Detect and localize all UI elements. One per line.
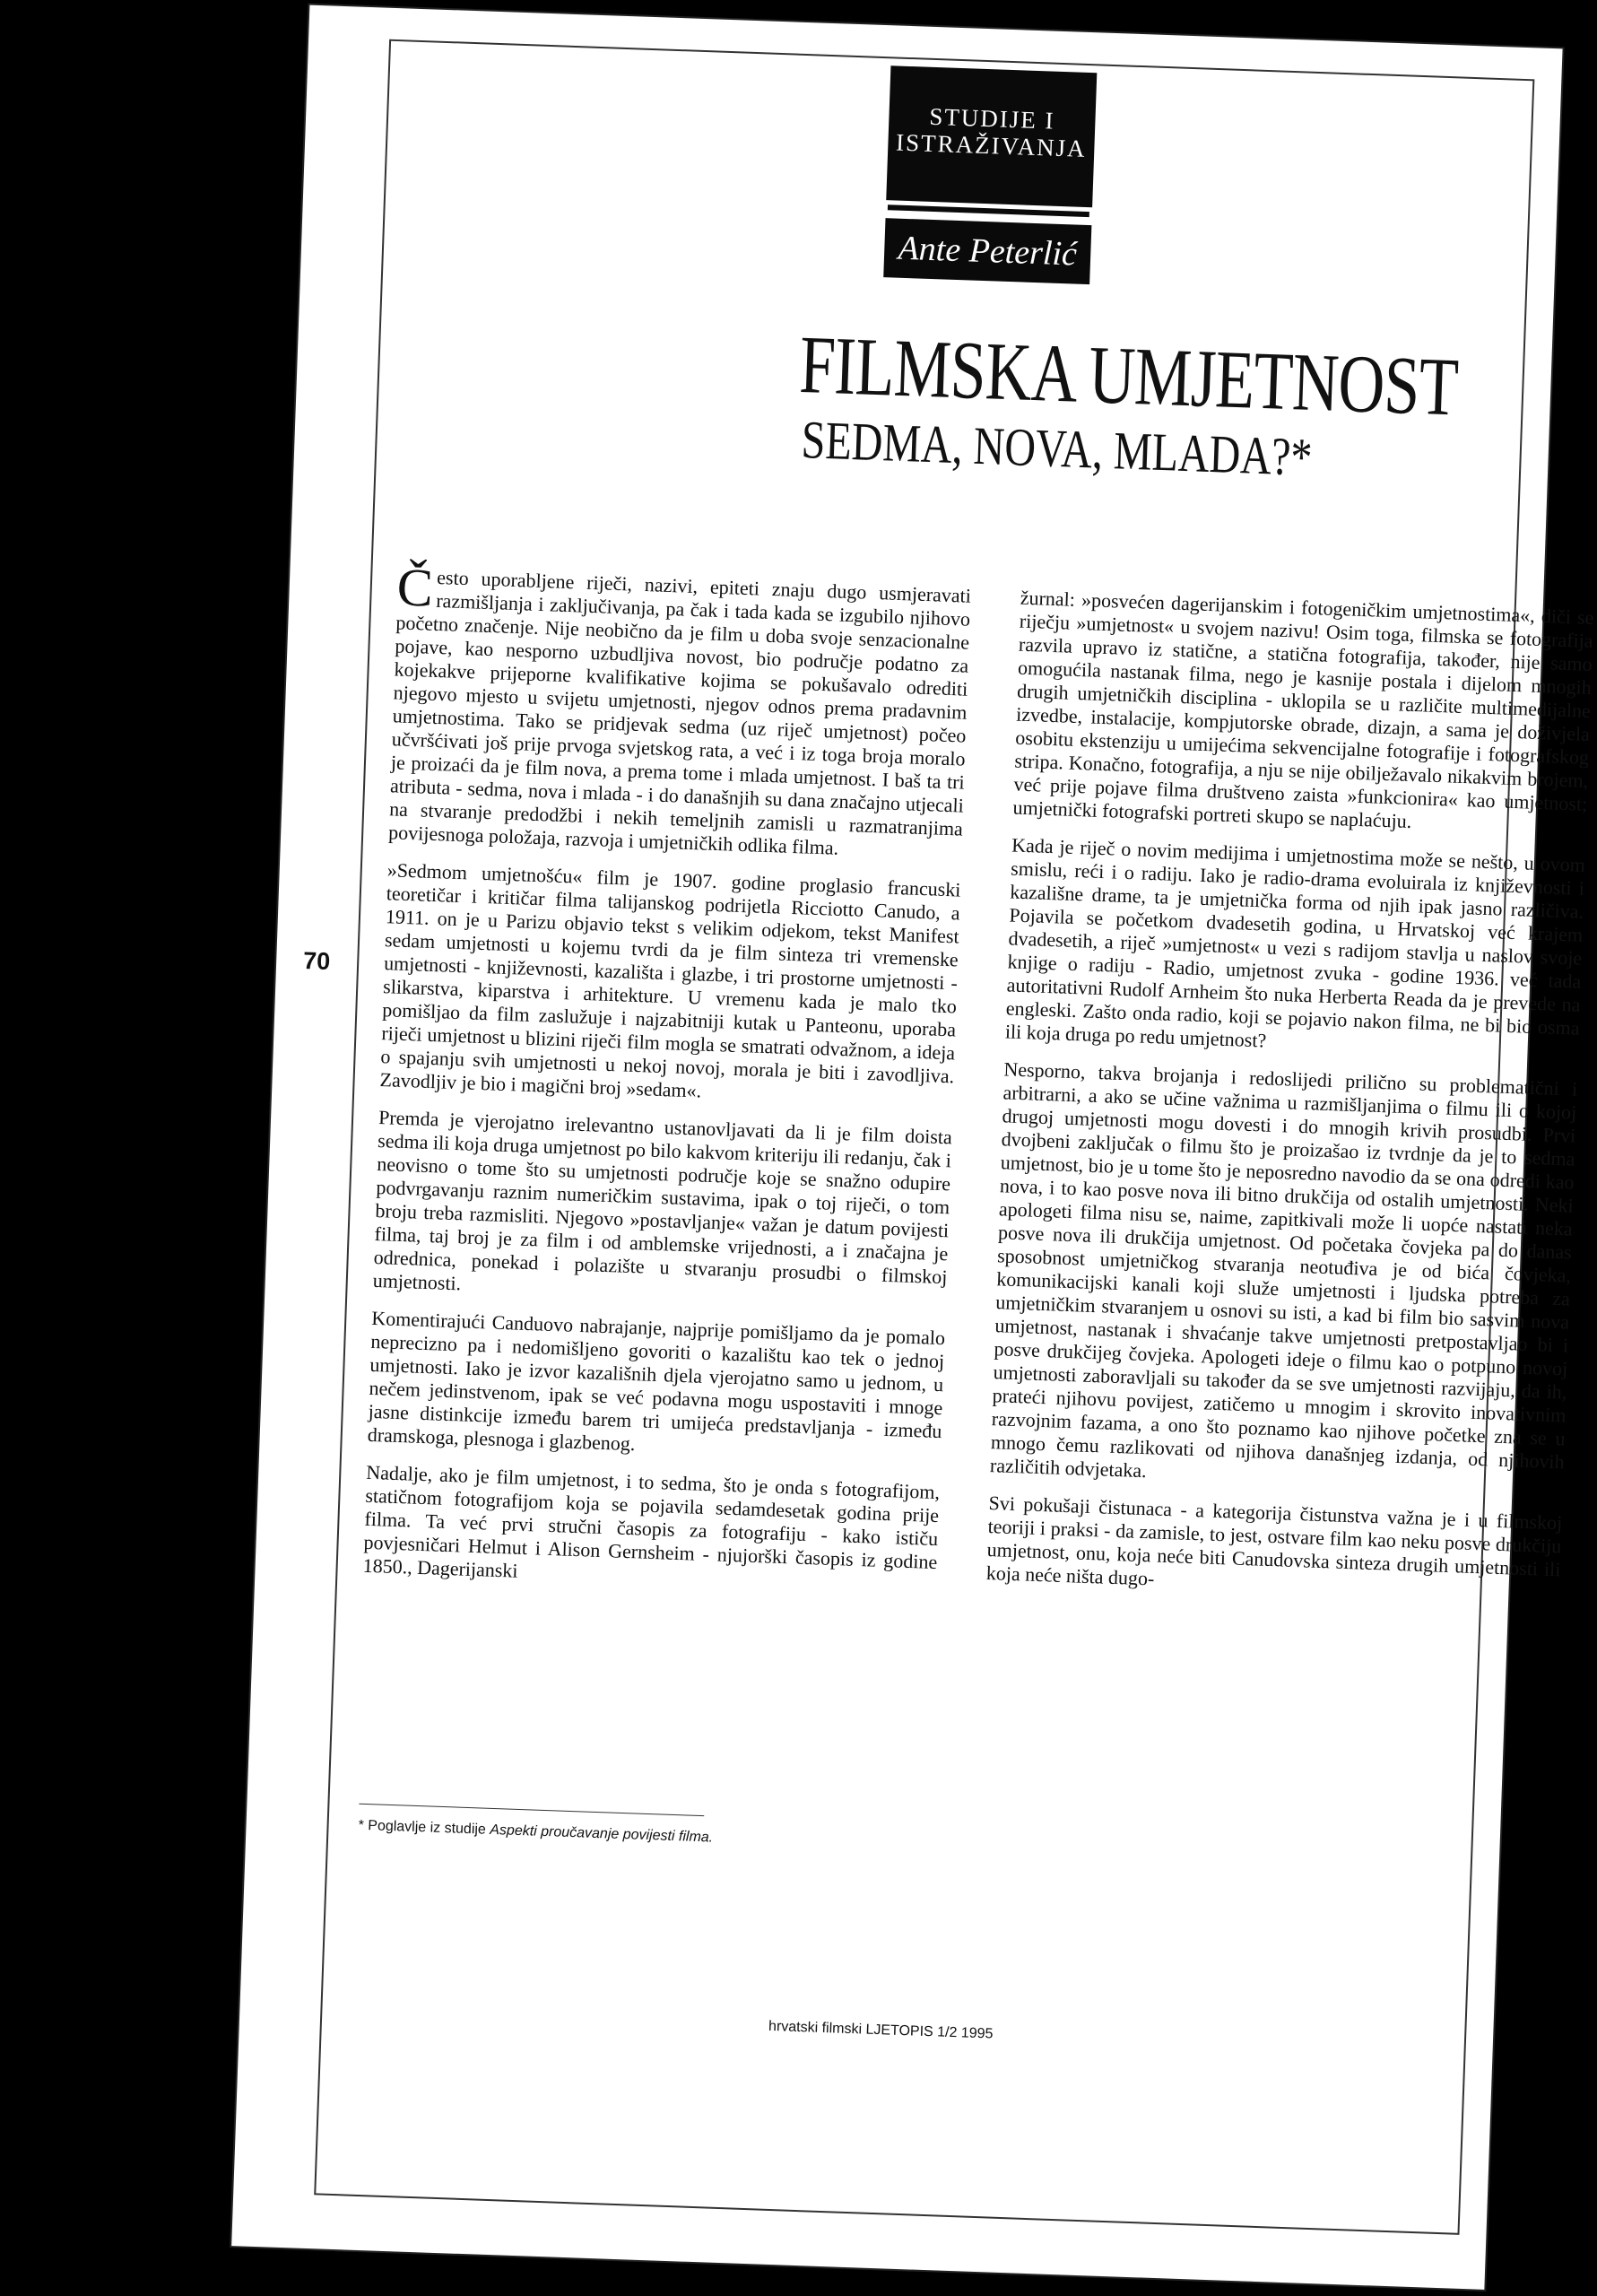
paragraph: Nadalje, ako je film umjetnost, i to sedma, što je onda s fotografijom, statičnom fotografijom koja se pojavila sedamdesetak godina prije filma. Ta već prvi stručni časopis za fotografiju - kako ističu povjesničari Helmut i Alison Gernsheim - njujorški časopis iz godine 1850., Dagerijanski: [362, 1460, 941, 1582]
drop-cap: Č: [395, 557, 435, 618]
paragraph: »Sedmom umjetnošću« film je 1907. godine proglasio francuski teoretičar i kritičar filma talijanskog podrijetla Ricciotto Canudo, a 1911. on je u Parizu objavio tekst s velikim odjekom, tekst Manifest sedam umjetnosti u kojemu tvrdi da je film sinteza tri vremenske umjetnosti - književnosti, kazališta i glazbe, i tri prostorne umjetnosti - slikarstva, kiparstva i arhitekture. U vremenu kada je malo tko pomišljao da film zaslužuje i najzabitniji kutak u Panteonu, uporaba riječi umjetnost u blizini riječi film mogla se smatrati odvažnom, a ideja o spajanju svih umjetnosti u nekoj novoj, morala je biti i zavodljiva. Zavodljiv je bio i magični broj »sedam«.: [379, 858, 961, 1102]
journal-page: [231, 5, 1594, 2290]
footnote-title: Aspekti proučavanje povijesti filma.: [490, 1822, 714, 1846]
right-column: [985, 587, 1594, 1620]
paragraph-text: esto uporabljene riječi, nazivi, epiteti znaju dugo usmjeravati razmišljanja i zaključivanja, pa čak i tada kada se izgubilo njihovo početno značenje. Nije neobično da je film u doba svoje senzacionalne pojave, kao nesporno uzbudljiva novost, bio područje podatno za kojekakve prijeporne kvalifikative kojima se pokušavalo odrediti njegovo mjesto u svijetu umjetnosti, njegov odnos prema pradavnim umjetnostima. Tako se pridjevak sedma (uz riječ umjetnost) počeo učvršćivati još prije prvoga svjetskog rata, a već i iz toga broja moralo je proizaći da je film nova, a prema tome i mlada umjetnost. I baš ta tri atributa - sedma, nova i mlada - i do današnjih su dana značajno utjecali na stvaranje predodžbi i nekih temeljnih zamisli u razmatranjima povijesnoga položaja, razvoja i umjetničkih odlika filma.: [387, 565, 972, 859]
paragraph: Nesporno, takva brojanja i redoslijedi prilično su problematični i arbitrarni, a ako se učine važnima u razmišljanjima o filmu ili o kojoj drugoj umjetnosti mogu dovesti i do mnogih krivih prosudbi. Prvi dvojbeni zaključak o filmu što je proizašao iz tvrdnje da je to sedma umjetnost, bio je u tome što je neposredno navodio da se ona odredi kao nova, i to kao posve nova ili bitno drukčija od ostalih umjetnosti. Neki apologeti filma nisu se, naime, zapitkivali može li uopće nastati neka posve nova ili drukčija umjetnost. Od početaka čovjeka pa do danas sposobnost umjetničkog stvaranja neotuđiva je od bića čovjeka, komunikacijski kanali koji služe umjetnosti i ljudska potreba za umjetničkim stvaranjem u osnovi su isti, a kad bi film bio sasvim nova umjetnost, nastanak i shvaćanje takve umjetnosti pretpostavljao bi i posve drukčijeg čovjeka. Apologeti ideje o filmu kao o potpuno novoj umjetnosti zaboravljali su također da se sve umjetnosti razvijaju, da ih, prateći njihovu povijest, zatičemo u mnogim i skrovito inovativnim razvojnim fazama, a ono što poznamo kao njihove početke zna se u mnogo čemu razlikovati od njihova današnjeg izdanja, od njihovih različitih odvjetaka.: [989, 1057, 1578, 1483]
author-name: Ante Peterlić: [883, 218, 1091, 284]
footnote-prefix: Poglavlje iz studije: [368, 1818, 487, 1838]
section-label: [886, 65, 1097, 207]
article-title: FILMSKA UMJETNOST: [798, 317, 1460, 433]
journal-footer: hrvatski filmski LJETOPIS 1/2 1995: [768, 2018, 994, 2042]
section-label-line2: ISTRAŽIVANJA: [895, 128, 1088, 162]
footnote-marker: *: [358, 1817, 365, 1833]
paragraph: Komentirajući Canduovo nabrajanje, najprije pomišljamo da je pomalo neprecizno pa i nedomišljeno govoriti o kazalištu kao tek o jednoj umjetnosti. Iako je izvor kazališnih djela vjerojatno samo u jednom, u nečem jedinstvenom, ipak se već podavna mogu uspostaviti i mnoge jasne distinkcije između barem tri umijeća predstavljanja - između dramskoga, plesnoga i glazbenog.: [367, 1306, 946, 1456]
paragraph: [387, 557, 972, 864]
paragraph: Svi pokušaji čistunaca - a kategorija čistunstva važna je i u filmskoj teoriji i praksi - da zamisle, to jest, ostvare film kao neku posve drukčiju umjetnost, onu, koja neće biti Canudovska sinteza drugih umjetnosti ili koja neće ništa dugo-: [985, 1492, 1563, 1590]
paragraph: Premda je vjerojatno irelevantno ustanovljavati da li je film doista sedma ili koja druga umjetnost po bilo kakvom kriteriju ili redanju, čak i neovisno o tome što su umjetnosti područje koje se snažno odupire podvrgavanju raznim numeričkim sustavima, ipak o toj riječi, o tom broju treba razmisliti. Njegovo »postavljanje« važan je datum povijesti filma, taj broj je za film i od amblemske vrijednosti, a i značajna je odrednica, ponekad i polazište u stvaranju prosudbi o filmskoj umjetnosti.: [372, 1106, 953, 1295]
left-column: [362, 557, 972, 1612]
paragraph: žurnal: »posvećen dagerijanskim i fotogeničkim umjetnostima«, diči se riječju »umjetnost« u svojem nazivu! Osim toga, filmska se fotografija razvila upravo iz statične, a statična fotografija, također, nije samo omogućila nastanak filma, nego je kasnije postala i dijelom mnogih drugih umjetničkih disciplina - uklopila se u različite multimedijalne izvedbe, instalacije, kompjutorske obrade, dizajn, a sama je doživjela osobitu ekstenziju u umijećima sekvencijalne fotografije i fotografskog stripa. Konačno, fotografija, a nju se nije obilježavalo nikakvim brojem, već prije pojave filma društveno zaista »funkcionira« kao umjetnost; umjetnički fotografski portreti skupo se naplaćuju.: [1012, 586, 1594, 833]
paragraph: Kada je riječ o novim medijima i umjetnostima može se nešto, u ovom smislu, reći i o radiju. Iako je radio-drama evoluirala iz književnosti i kazališne drame, ta je umjetnička forma od njih ipak jasno različiva. Pojavila se početkom dvadesetih godina, u Hrvatskoj već krajem dvadesetih, a riječ »umjetnost« u vezi s radijom stavlja u naslov svoje knjige o radiju - Radio, umjetnost zvuka - godine 1936. već tada autoritativni Rudolf Arnheim što nuka Herberta Reada da je prevede na engleski. Zašto onda radio, koji se pojavio nakon filma, ne bi bio osma ili koja druga po redu umjetnost?: [1004, 833, 1586, 1052]
page-number: 70: [302, 947, 331, 976]
section-label-line1: STUDIJE I: [928, 102, 1056, 135]
article-subtitle: SEDMA, NOVA, MLADA?*: [800, 410, 1314, 487]
